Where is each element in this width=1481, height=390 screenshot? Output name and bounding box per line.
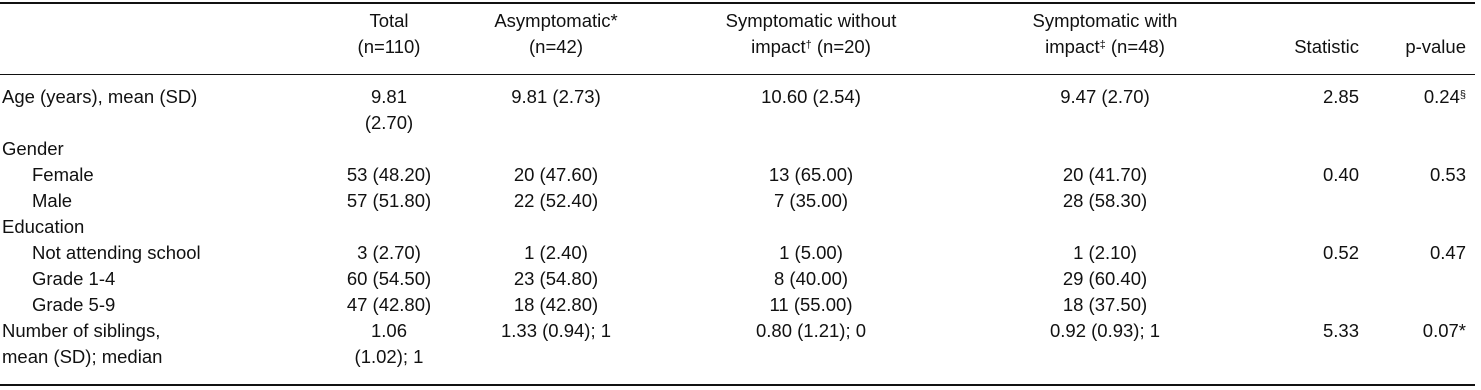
cell-female-with-impact: 20 (41.70) — [1062, 164, 1148, 185]
cell-not-attending-with-impact: 1 (2.10) — [1073, 242, 1137, 263]
cell-siblings-pvalue: 0.07* — [1422, 320, 1466, 341]
cell-age-statistic: 2.85 — [1322, 86, 1359, 107]
cell-male-total: 57 (51.80) — [346, 190, 432, 211]
cell-age-with-impact: 9.47 (2.70) — [1060, 86, 1150, 107]
col-header-statistic: Statistic — [1294, 36, 1359, 57]
col-header-asymptomatic: Asymptomatic* (n=42) — [494, 10, 618, 57]
cell-grade-1-4-with-impact: 29 (60.40) — [1062, 268, 1148, 289]
cell-female-asymptomatic: 20 (47.60) — [513, 164, 599, 185]
cell-grade-5-9-total: 47 (42.80) — [346, 294, 432, 315]
cell-grade-5-9-without-impact: 11 (55.00) — [769, 294, 853, 315]
cell-not-attending-total: 3 (2.70) — [357, 242, 421, 263]
table-top-rule — [0, 2, 1475, 4]
row-label-male: Male — [32, 190, 73, 211]
table-bottom-rule — [0, 384, 1475, 386]
cell-female-pvalue: 0.53 — [1429, 164, 1466, 185]
cell-grade-5-9-with-impact: 18 (37.50) — [1062, 294, 1148, 315]
cell-female-total: 53 (48.20) — [346, 164, 432, 185]
row-label-education: Education — [2, 216, 85, 237]
cell-grade-1-4-total: 60 (54.50) — [346, 268, 432, 289]
cell-siblings-total: 1.06 (1.02); 1 — [354, 320, 424, 367]
row-label-gender: Gender — [2, 138, 64, 159]
col-header-total: Total (n=110) — [357, 10, 421, 57]
cell-not-attending-pvalue: 0.47 — [1429, 242, 1466, 263]
row-label-female: Female — [32, 164, 94, 185]
row-label-not-attending: Not attending school — [32, 242, 201, 263]
cell-female-statistic: 0.40 — [1322, 164, 1359, 185]
cell-age-without-impact: 10.60 (2.54) — [761, 86, 861, 107]
cell-male-asymptomatic: 22 (52.40) — [513, 190, 599, 211]
cell-not-attending-asymptomatic: 1 (2.40) — [524, 242, 588, 263]
row-label-age: Age (years), mean (SD) — [2, 86, 198, 107]
cell-siblings-statistic: 5.33 — [1322, 320, 1359, 341]
cell-male-without-impact: 7 (35.00) — [773, 190, 849, 211]
cell-age-asymptomatic: 9.81 (2.73) — [511, 86, 601, 107]
row-label-grade-1-4: Grade 1-4 — [32, 268, 116, 289]
col-header-symptomatic-with-impact: Symptomatic with impact‡ (n=48) — [1032, 10, 1178, 57]
row-label-siblings: Number of siblings, mean (SD); median — [2, 320, 163, 367]
cell-siblings-with-impact: 0.92 (0.93); 1 — [1049, 320, 1161, 341]
cell-age-total: 9.81 (2.70) — [364, 86, 414, 133]
row-label-grade-5-9: Grade 5-9 — [32, 294, 116, 315]
cell-grade-1-4-asymptomatic: 23 (54.80) — [513, 268, 599, 289]
table-header-rule — [0, 74, 1475, 75]
cell-not-attending-without-impact: 1 (5.00) — [779, 242, 843, 263]
cell-grade-1-4-without-impact: 8 (40.00) — [773, 268, 849, 289]
cell-siblings-without-impact: 0.80 (1.21); 0 — [755, 320, 867, 341]
cell-male-with-impact: 28 (58.30) — [1062, 190, 1148, 211]
cell-age-pvalue: 0.24§ — [1423, 86, 1466, 107]
col-header-symptomatic-without-impact: Symptomatic without impact† (n=20) — [725, 10, 897, 57]
col-header-pvalue: p-value — [1405, 36, 1466, 57]
cell-siblings-asymptomatic: 1.33 (0.94); 1 — [500, 320, 612, 341]
cell-not-attending-statistic: 0.52 — [1322, 242, 1359, 263]
cell-female-without-impact: 13 (65.00) — [768, 164, 854, 185]
cell-grade-5-9-asymptomatic: 18 (42.80) — [513, 294, 599, 315]
